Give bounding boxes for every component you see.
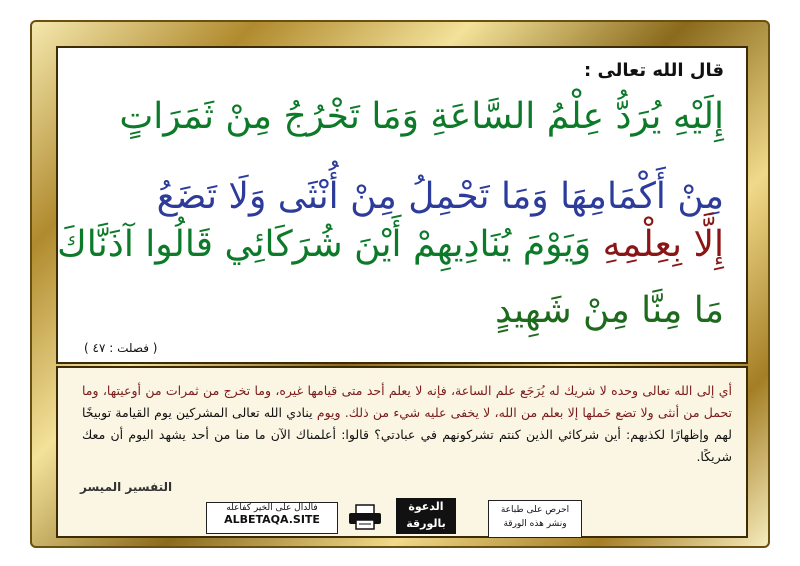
- tafsir-text: [82, 380, 732, 468]
- print-note-line-1: احرص على طباعة: [500, 505, 570, 515]
- verse-line-3: [57, 224, 724, 265]
- verse-line-1: إِلَيْهِ يُرَدُّ عِلْمُ السَّاعَةِ وَمَا تَخْرُجُ مِنْ ثَمَرَاتٍ: [119, 96, 724, 137]
- print-note-line-2: ونشر هذه الورقة: [503, 519, 567, 529]
- hadith-text: فالدال على الخير كفاعله: [226, 503, 318, 513]
- verse-panel: [56, 46, 748, 364]
- verse-line-3a: إِلَّا بِعِلْمِهِ: [602, 224, 724, 265]
- footer-bar: [150, 496, 580, 538]
- verse-heading: قال الله تعالى :: [583, 60, 724, 81]
- tafsir-paragraph-2: ينادي الله تعالى المشركين يوم القيامة توبيخًا لهم وإظهارًا لكذبهم: أين شركائي الذين كنتم تشركونهم في عبادتي؟ قالوا: أعلمناك الآن ما منا من أحد يشهد اليوم أن معك شريكًا.: [82, 405, 732, 464]
- logo-line-1: الدعوة: [408, 500, 444, 513]
- verse-line-3b: وَيَوْمَ يُنَادِيهِمْ أَيْنَ شُرَكَائِي: [224, 224, 592, 265]
- tafsir-paragraph-1: أي إلى الله تعالى وحده لا شريك له يُرَجَع علم الساعة، فإنه لا يعلم أحد متى قيامها غيره، وما تخرج من ثمرات من أوعيتها، وما تحمل من أنثى ولا تضع حَملها إلا بعلم من الله، لا يخفى عليه شيء من ذلك. ويوم: [82, 383, 732, 420]
- tafsir-source: التفسير الميسر: [80, 480, 173, 494]
- verse-line-4: مَا مِنَّا مِنْ شَهِيدٍ: [495, 290, 724, 331]
- verse-line-3c: قَالُوا آذَنَّاكَ: [57, 224, 214, 265]
- verse-reference: ( فصلت : ٤٧ ): [84, 341, 158, 355]
- dawah-logo: [396, 498, 456, 534]
- printer-icon: [348, 504, 382, 530]
- site-link[interactable]: ALBETAQA.SITE: [224, 513, 320, 526]
- logo-line-2: بالورقة: [406, 517, 446, 530]
- print-note-box: [488, 500, 582, 538]
- verse-line-2: مِنْ أَكْمَامِهَا وَمَا تَحْمِلُ مِنْ أُنْثَى وَلَا تَضَعُ: [156, 176, 724, 217]
- site-box: [206, 502, 338, 534]
